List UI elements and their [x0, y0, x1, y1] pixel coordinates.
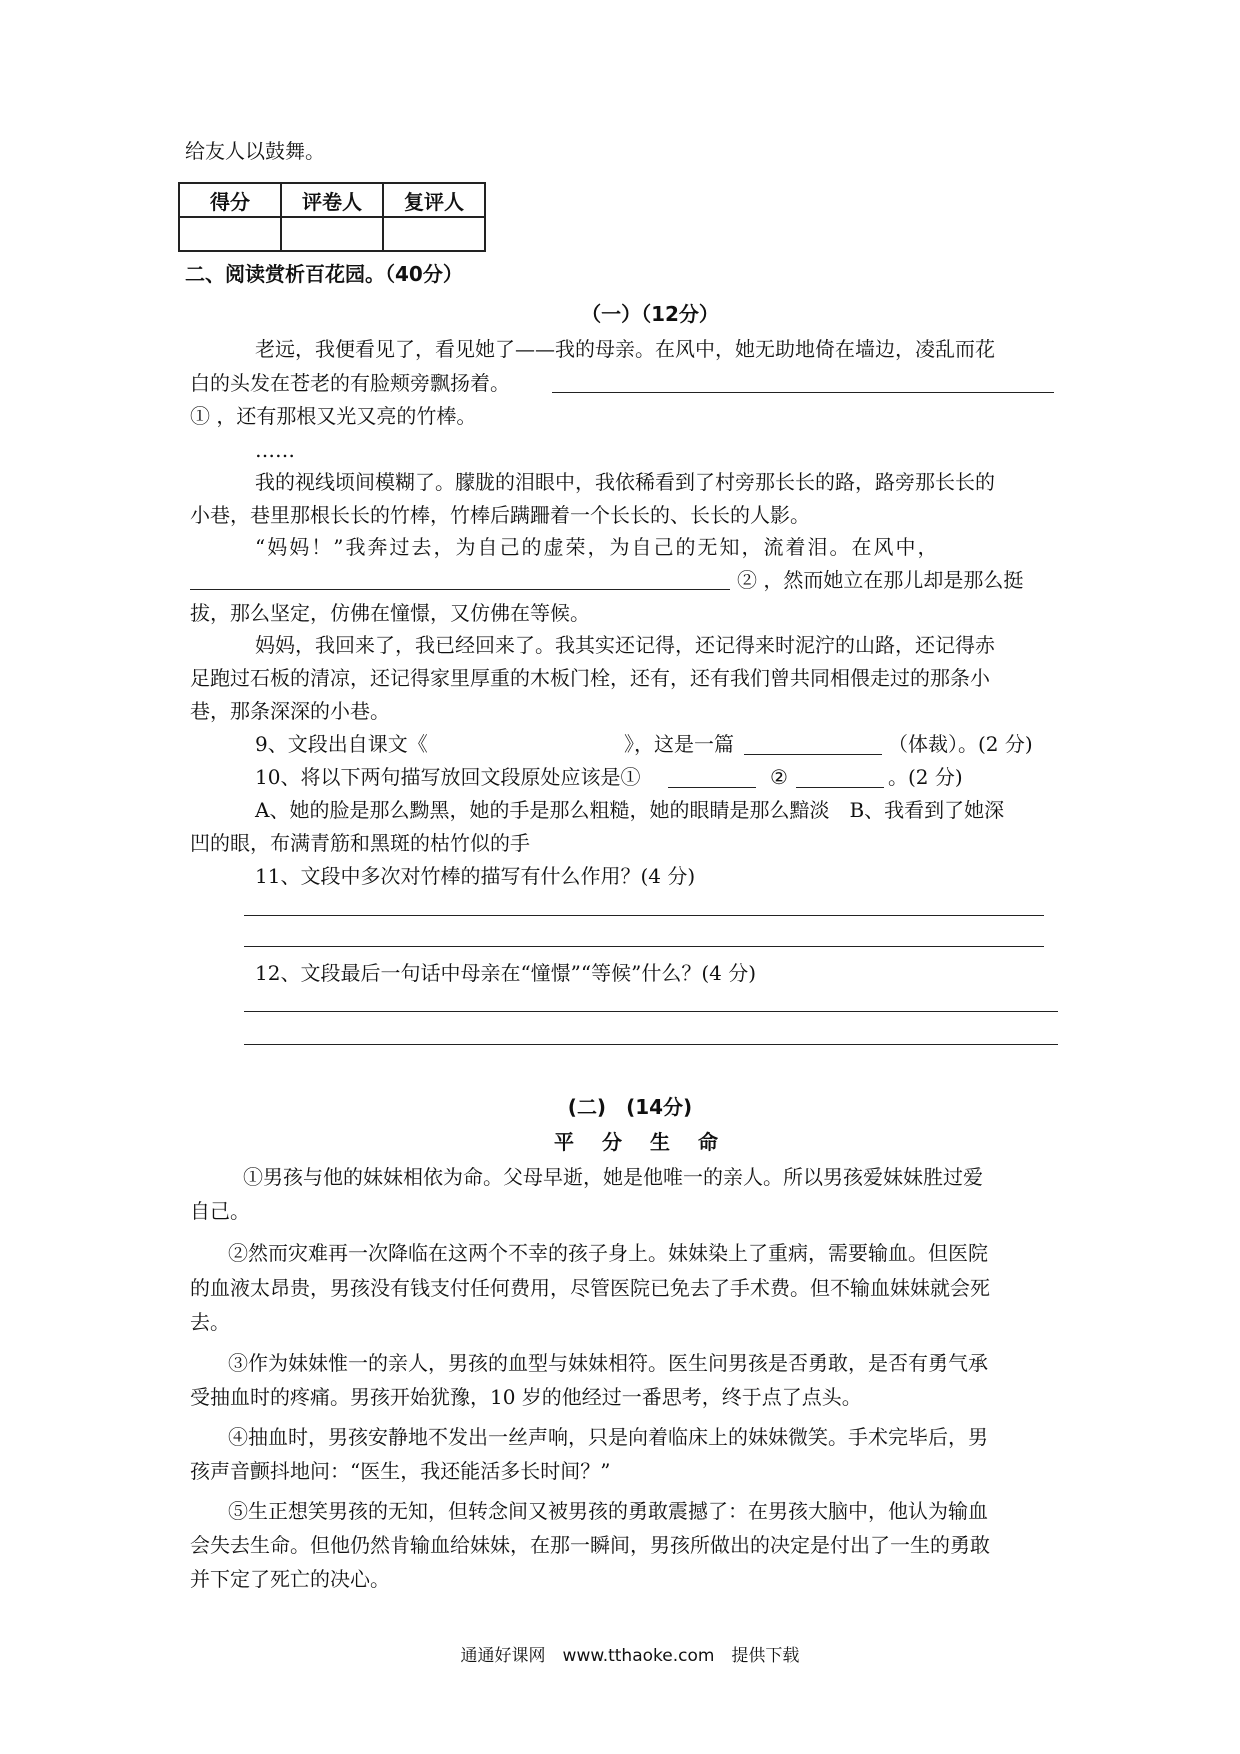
blank-line	[552, 392, 1054, 393]
passage-line: 老远，我便看见了，看见她了——我的母亲。在风中，她无助地倚在墙边，凌乱而花	[255, 337, 995, 361]
paragraph-line: ①男孩与他的妹妹相依为命。父母早逝，她是他唯一的亲人。所以男孩爱妹妹胜过爱	[243, 1165, 983, 1189]
answer-blank[interactable]	[796, 787, 884, 788]
part2-heading: (二) (14分)	[567, 1095, 693, 1119]
passage-line: ② ，然而她立在那儿却是那么挺	[737, 568, 1024, 592]
grader-cell[interactable]	[281, 217, 383, 251]
question-9-part-c: （体裁）。(2 分)	[888, 732, 1033, 756]
passage-line: “妈妈！”我奔过去，为自己的虚荣，为自己的无知，流着泪。在风中，	[255, 535, 940, 559]
passage-line: 我的视线顷间模糊了。朦胧的泪眼中，我依稀看到了村旁那长长的路，路旁那长长的	[255, 470, 995, 494]
answer-line[interactable]	[244, 1044, 1058, 1045]
passage-line: ① ，还有那根又光又亮的竹棒。	[190, 404, 477, 428]
score-table-blank-row	[179, 217, 485, 251]
paragraph-line: ③作为妹妹惟一的亲人，男孩的血型与妹妹相符。医生问男孩是否勇敢，是否有勇气承	[228, 1351, 988, 1375]
section-title: 二、阅读赏析百花园。（40分）	[185, 262, 463, 286]
answer-line[interactable]	[244, 946, 1044, 947]
question-9-part-b: 》，这是一篇	[624, 732, 734, 756]
blank-line	[190, 589, 730, 590]
passage-line: 足跑过石板的清凉，还记得家里厚重的木板门栓，还有，还有我们曾共同相偎走过的那条小	[190, 666, 990, 690]
page-footer: 通通好课网 www.tthaoke.com 提供下载	[460, 1646, 800, 1666]
paragraph-line: 去。	[190, 1310, 230, 1334]
passage-line: 妈妈，我回来了，我已经回来了。我其实还记得，还记得来时泥泞的山路，还记得赤	[255, 633, 995, 657]
answer-line[interactable]	[244, 1011, 1058, 1012]
paragraph-line: 受抽血时的疼痛。男孩开始犹豫，10 岁的他经过一番思考，终于点了点头。	[190, 1385, 862, 1409]
answer-line[interactable]	[244, 915, 1044, 916]
passage-line: 巷，那条深深的小巷。	[190, 699, 390, 723]
paragraph-line: 会失去生命。但他仍然肯输血给妹妹，在那一瞬间，男孩所做出的决定是付出了一生的勇敢	[190, 1533, 990, 1557]
score-cell[interactable]	[179, 217, 281, 251]
question-10-part-c: 。(2 分)	[888, 765, 963, 789]
passage-line: 小巷，巷里那根长长的竹棒，竹棒后蹒跚着一个长长的、长长的人影。	[190, 503, 810, 527]
question-10-part-a: 10、将以下两句描写放回文段原处应该是①	[255, 765, 641, 789]
story-title: 平分生命	[554, 1130, 746, 1154]
question-12: 12、文段最后一句话中母亲在“憧憬”“等候”什么？(4 分)	[255, 961, 757, 985]
question-11: 11、文段中多次对竹棒的描写有什么作用？(4 分)	[255, 864, 696, 888]
question-10-part-b: ②	[770, 765, 788, 789]
paragraph-line: 自己。	[190, 1199, 250, 1223]
question-9-part-a: 9、文段出自课文《	[255, 732, 428, 756]
answer-blank[interactable]	[744, 754, 882, 755]
score-table-header-row	[179, 183, 485, 217]
paragraph-line: ④抽血时，男孩安静地不发出一丝声响，只是向着临床上的妹妹微笑。手术完毕后，男	[228, 1425, 988, 1449]
reviewer-header: 复评人	[383, 183, 485, 217]
grader-header: 评卷人	[281, 183, 383, 217]
paragraph-line: 的血液太昂贵，男孩没有钱支付任何费用，尽管医院已免去了手术费。但不输血妹妹就会死	[190, 1276, 990, 1300]
answer-blank[interactable]	[668, 787, 756, 788]
part1-heading: （一）（12分）	[581, 302, 719, 326]
reviewer-cell[interactable]	[383, 217, 485, 251]
question-10-options: 凹的眼，布满青筋和黑斑的枯竹似的手	[190, 831, 530, 855]
paragraph-line: 孩声音颤抖地问：“医生，我还能活多长时间？”	[190, 1459, 611, 1483]
paragraph-line: ⑤生正想笑男孩的无知，但转念间又被男孩的勇敢震撼了：在男孩大脑中，他认为输血	[228, 1499, 988, 1523]
ellipsis: ……	[255, 438, 295, 462]
score-table	[178, 182, 486, 252]
paragraph-line: 并下定了死亡的决心。	[190, 1567, 390, 1591]
passage-line: 拔，那么坚定，仿佛在憧憬，又仿佛在等候。	[190, 601, 590, 625]
score-header: 得分	[179, 183, 281, 217]
question-10-options: A、她的脸是那么黝黑，她的手是那么粗糙，她的眼睛是那么黯淡 B、我看到了她深	[255, 798, 1005, 822]
passage-line: 白的头发在苍老的有脸颊旁飘扬着。	[190, 371, 510, 395]
paragraph-line: ②然而灾难再一次降临在这两个不幸的孩子身上。妹妹染上了重病，需要输血。但医院	[228, 1241, 988, 1265]
text-fragment: 给友人以鼓舞。	[185, 139, 325, 163]
